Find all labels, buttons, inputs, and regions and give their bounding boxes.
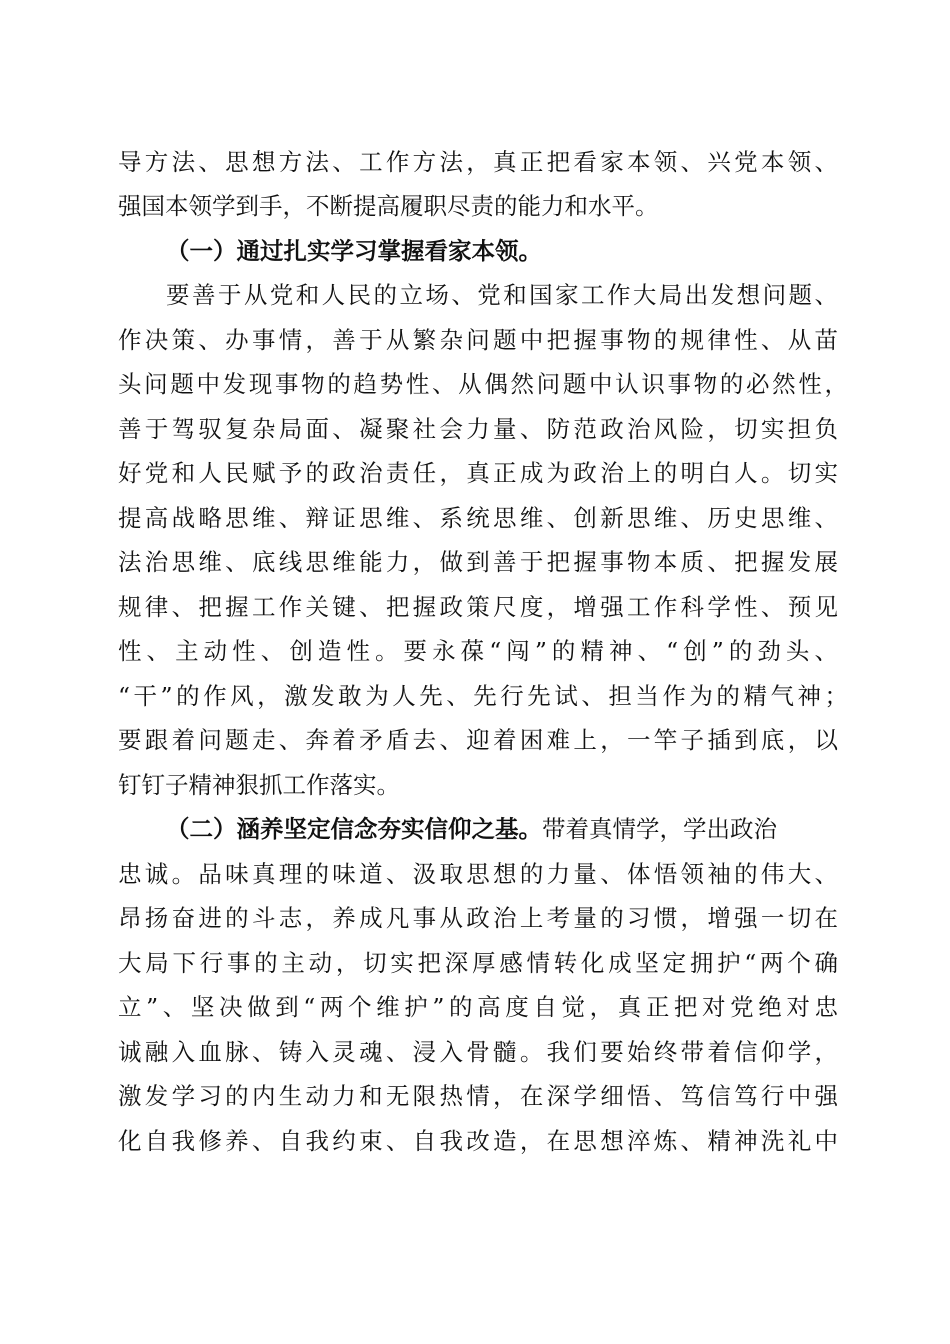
body-line: 昂扬奋进的斗志，养成凡事从政治上考量的习惯，增强一切在 [118,904,838,932]
body-line: 好党和人民赋予的政治责任，真正成为政治上的明白人。切实 [118,459,838,487]
body-line: 导方法、思想方法、工作方法，真正把看家本领、兴党本领、 [118,148,838,176]
body-line: “干”的作风，激发敢为人先、先行先试、担当作为的精气神； [118,682,848,710]
body-line: 钉钉子精神狠抓工作落实。 [118,771,400,799]
body-line: 大局下行事的主动，切实把深厚感情转化成坚定拥护“两个确 [118,949,838,977]
body-line: 强国本领学到手，不断提高履职尽责的能力和水平。 [118,192,659,220]
body-line: 善于驾驭复杂局面、凝聚社会力量、防范政治风险，切实担负 [118,415,838,443]
body-line: 提高战略思维、辩证思维、系统思维、创新思维、历史思维、 [118,504,838,532]
body-line: 化自我修养、自我约束、自我改造，在思想淬炼、精神洗礼中 [118,1127,838,1155]
body-line: 作决策、办事情，善于从繁杂问题中把握事物的规律性、从苗 [118,326,838,354]
section-2-first-line [166,809,838,849]
section-heading-1: （一）通过扎实学习掌握看家本领。 [166,237,542,265]
section-heading-2: （二）涵养坚定信念夯实信仰之基。 [166,815,542,843]
body-line: 立”、坚决做到“两个维护”的高度自觉，真正把对党绝对忠 [118,993,838,1021]
body-line: 激发学习的内生动力和无限热情，在深学细悟、笃信笃行中强 [118,1082,838,1110]
body-line: 忠诚。品味真理的味道、汲取思想的力量、体悟领袖的伟大、 [118,860,838,888]
body-line: 头问题中发现事物的趋势性、从偶然问题中认识事物的必然性， [118,370,848,398]
body-line: 性、主动性、创造性。要永葆“闯”的精神、“创”的劲头、 [118,637,838,665]
body-line: 诚融入血脉、铸入灵魂、浸入骨髓。我们要始终带着信仰学， [118,1038,838,1066]
body-line: 要跟着问题走、奔着矛盾去、迎着困难上，一竿子插到底，以 [118,726,838,754]
body-line: 要善于从党和人民的立场、党和国家工作大局出发想问题、 [166,281,838,309]
body-line: 法治思维、底线思维能力，做到善于把握事物本质、把握发展 [118,548,838,576]
body-line: 规律、把握工作关键、把握政策尺度，增强工作科学性、预见 [118,593,838,621]
section-2-lead-text: 带着真情学，学出政治 [542,815,777,843]
